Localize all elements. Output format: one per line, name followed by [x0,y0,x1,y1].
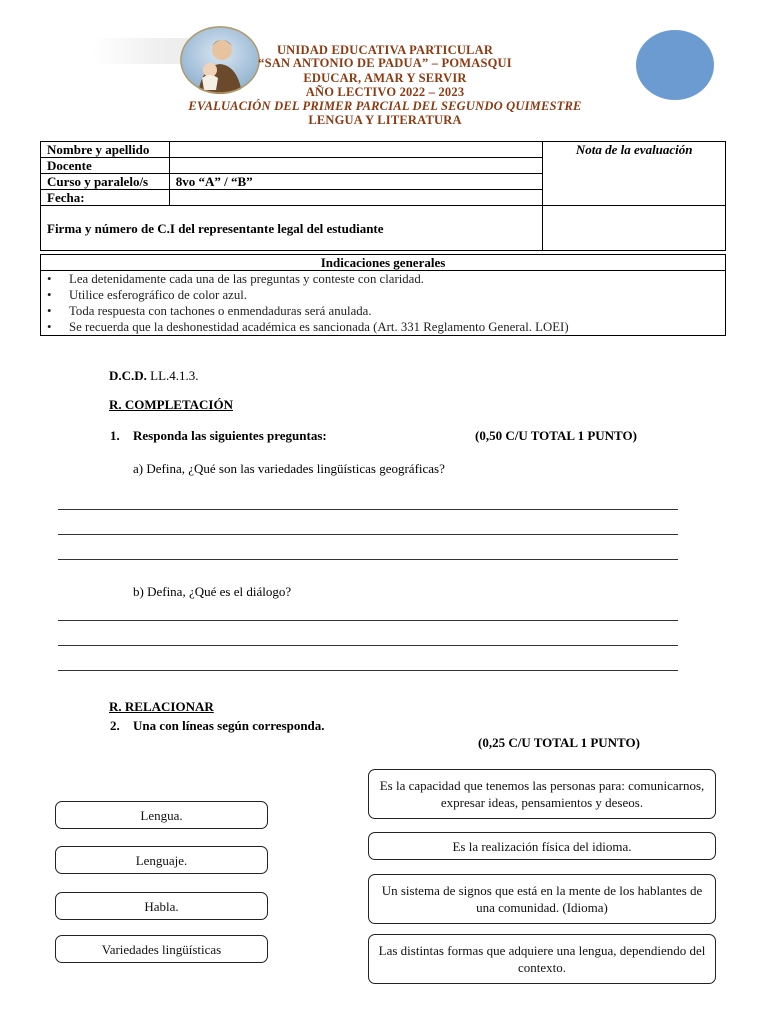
bullet-icon: • [47,304,52,318]
grade-label: Nota de la evaluación [575,142,693,157]
course-label: Curso y paralelo/s [41,174,170,190]
grade-cell[interactable] [543,142,726,206]
question1-number: 1. [110,428,120,443]
definition-box-sistema[interactable]: Un sistema de signos que está en la mente de los hablantes de una comunidad. (Idioma) [368,874,716,924]
date-field[interactable] [169,190,543,206]
term-box-lengua[interactable]: Lengua. [55,801,268,829]
question2-points: (0,25 C/U TOTAL 1 PUNTO) [478,735,640,750]
school-motto: EDUCAR, AMAR Y SERVIR [303,71,467,85]
term-box-variedades[interactable]: Variedades lingüísticas [55,935,268,963]
name-label: Nombre y apellido [41,142,170,158]
subject-title: LENGUA Y LITERATURA [308,113,462,127]
teacher-label: Docente [41,158,170,174]
teacher-field[interactable] [169,158,543,174]
definition-box-realizacion[interactable]: Es la realización física del idioma. [368,832,716,860]
evaluation-title: EVALUACIÓN DEL PRIMER PARCIAL DEL SEGUNDO QUIMESTRE [188,99,582,113]
list-item: • Lea detenidamente cada una de las preguntas y conteste con claridad. [47,272,424,286]
instructions-list [45,271,721,335]
answer-line[interactable] [58,509,678,510]
list-item: • Utilice esferográfico de color azul. [47,288,248,302]
term-box-habla[interactable]: Habla. [55,892,268,920]
student-info-table [40,141,726,251]
instructions-title: Indicaciones generales [41,255,726,271]
dcd-label: D.C.D. [109,368,147,383]
question2-number: 2. [110,718,120,733]
question1b-text: b) Defina, ¿Qué es el diálogo? [133,584,292,599]
answer-line[interactable] [58,559,678,560]
course-field[interactable]: 8vo “A” / “B” [169,174,543,190]
term-box-lenguaje[interactable]: Lenguaje. [55,846,268,874]
dcd-value: LL.4.1.3. [150,368,199,383]
definition-box-capacidad[interactable]: Es la capacidad que tenemos las personas para: comunicarnos, expresar ideas, pensamientos y deseos. [368,769,716,819]
bullet-icon: • [47,288,52,302]
section1-title: R. COMPLETACIÓN [109,397,233,412]
definition-box-formas[interactable]: Las distintas formas que adquiere una lengua, dependiendo del contexto. [368,934,716,984]
bullet-icon: • [47,272,52,286]
question2-text: Una con líneas según corresponda. [133,718,325,733]
dcd-line [109,368,199,384]
signature-field[interactable] [543,206,726,251]
name-field[interactable] [169,142,543,158]
section2-title: R. RELACIONAR [109,699,214,714]
question1-points: (0,50 C/U TOTAL 1 PUNTO) [475,428,637,443]
school-label: UNIDAD EDUCATIVA PARTICULAR [276,43,494,57]
bullet-icon: • [47,320,52,334]
question1a-text: a) Defina, ¿Qué son las variedades lingüísticas geográficas? [133,461,445,476]
school-year: AÑO LECTIVO 2022 – 2023 [305,85,465,99]
answer-line[interactable] [58,620,678,621]
instructions-table [40,254,726,336]
list-item: • Toda respuesta con tachones o enmendaduras será anulada. [47,304,372,318]
question1-text: Responda las siguientes preguntas: [133,428,327,443]
answer-line[interactable] [58,534,678,535]
school-name: “SAN ANTONIO DE PADUA” – POMASQUI [258,56,512,70]
blue-circle-decoration [636,30,714,100]
answer-line[interactable] [58,645,678,646]
date-label: Fecha: [41,190,170,206]
list-item: • Se recuerda que la deshonestidad académica es sancionada (Art. 331 Reglamento General. LOEI) [47,320,569,334]
answer-line[interactable] [58,670,678,671]
signature-label: Firma y número de C.I del representante legal del estudiante [41,206,543,251]
